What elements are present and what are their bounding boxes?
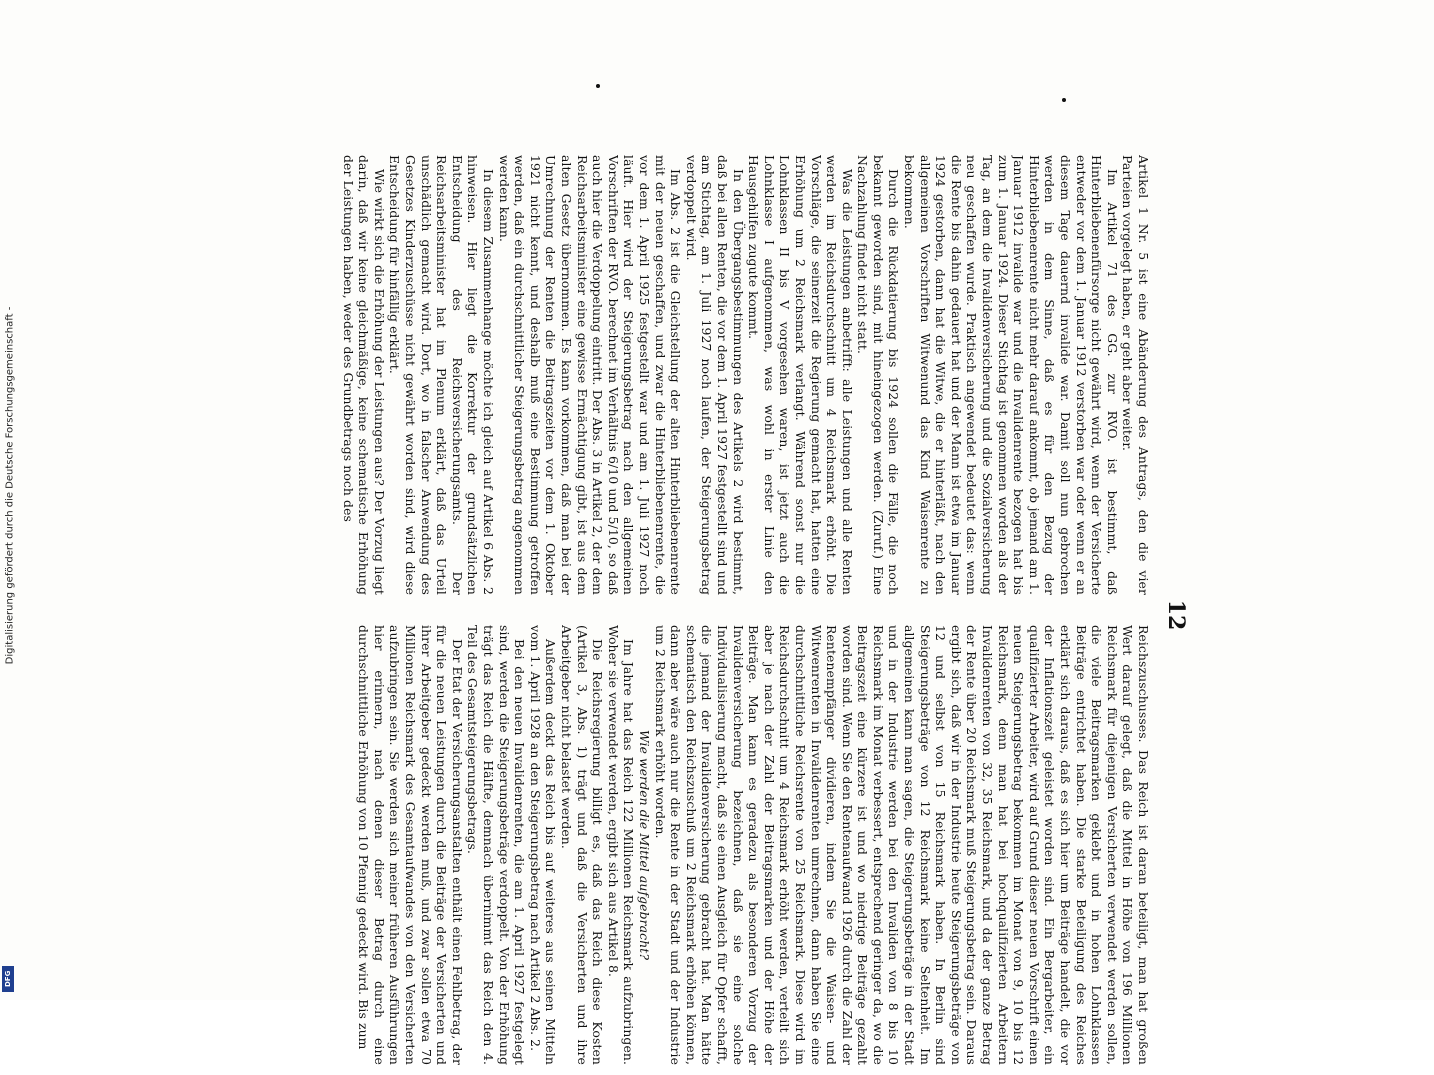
- paragraph: In diesem Zusammenhange möchte ich gleich auf Artikel 6 Abs. 2 hinweisen. Hier liegt die Korrektur der grundsätzlichen Entscheidung des Reichsversicherungsamts. Der Reichsarbeitsminister hat im Plenum erklärt, daß das Urteil unschädlich gemacht wird. Dort, wo in falscher Anwendung des Gesetzes Kinderzuschüsse nicht gewährt worden sind, wird diese Entscheidung für hinfällig erklärt.: [387, 155, 497, 595]
- right-text-column: [61, 625, 1151, 1065]
- paragraph: In den Übergangsbestimmungen des Artikels 2 wird bestimmt, daß bei allen Renten, die vor dem 1. April 1927 festgestellt sind und am Stichtag, am 1. Juli 1927 noch laufen, der Steigerungsbetrag verdoppelt wird.: [683, 155, 746, 595]
- paragraph: Im Artikel 71 des GG. zur RVO. ist bestimmt, daß Hinterbliebenenfürsorge nicht gewährt wird, wenn der Versicherte entweder vor dem 1. Januar 1912 verstorben war oder wenn er an diesem Tage dauernd invalide war. Damit soll nun gebrochen werden in dem Sinne, daß es für den Bezug der Hinterbliebenenrente nicht mehr darauf ankommt, ob jemand am 1. Januar 1912 invalide war und die Invalidenrente bezogen hat bis zum 1. Januar 1924. Dieser Stichtag ist genommen worden als der Tag, an dem die Invalidenversicherung und die Sozialversicherung neu geschaffen wurde. Praktisch angewendet bedeutet das: wenn die Rente bis dahin gedauert hat und der Mann ist etwa im Januar 1924 gestorben, dann hat die Witwe, die er hinterläßt, nach den allgemeinen Vorschriften Witwenund das Kind Waisenrente zu bekommen.: [902, 155, 1120, 595]
- section-question: Wie werden die Mittel aufgebracht?: [637, 729, 652, 961]
- paragraph: Außerdem deckt das Reich bis auf weiteres aus seinen Mitteln vom 1. April 1928 an den Steigerungsbetrag nach Artikel 2 Abs. 2.: [527, 625, 559, 1065]
- paragraph: Durch die Rückdatierung bis 1924 sollen die Fälle, die noch bekannt geworden sind, mit hineingezogen werden. (Zuruf.) Eine Nachzahlung findet nicht statt.: [855, 155, 902, 595]
- paragraph: Was die Leistungen anbetrifft: alle Leistungen und alle Renten werden im Reichsdurchschnitt um 4 Reichsmark erhöht. Die Vorschläge, die seinerzeit die Regierung gemacht hat, hatten eine Erhöhung um 2 Reichsmark verlangt. Während sonst nur die Lohnklassen II bis V vorgesehen waren, ist jetzt auch die Lohnklasse I aufgenommen, was wohl in erster Linie den Hausgehilfen zugute kommt.: [746, 155, 855, 595]
- paragraph: Im Abs. 2 ist die Gleichstellung der alten Hinterbliebenenrente mit der neuen geschaffen, und zwar die Hinterbliebenenrente, die vor dem 1. April 1925 festgestellt war und am 1. Juli 1927 noch läuft. Hier wird der Steigerungsbetrag nach den allgemeinen Vorschriften der RVO. berechnet im Verhältnis 6/10 und 5/10, so daß auch hier die Verdoppelung eintritt. Der Abs. 3 in Artikel 2, der dem Reichsarbeitsminister eine gewisse Ermächtigung gibt, ist aus dem alten Gesetz übernommen. Es kann vorkommen, daß man bei der Umrechnung der Renten die Beitragszeiten vor dem 1. Oktober 1921 nicht kennt, und deshalb muß eine Bestimmung getroffen werden, daß ein durchschnittlicher Steigerungsbetrag angenommen werden kann.: [496, 155, 684, 595]
- print-speck: [1062, 98, 1066, 102]
- left-text-column: [61, 155, 1151, 595]
- print-speck: [596, 84, 600, 88]
- paragraph: Artikel 1 Nr. 5 ist eine Abänderung des Antrags, den die vier Parteien vorgelegt haben, er geht aber weiter.: [1120, 155, 1151, 595]
- paragraph: Der Etat der Versicherungsanstalten enthält einen Fehlbetrag, der für die neuen Leistungen durch die Beiträge der Versicherten und ihrer Arbeitgeber gedeckt werden muß, und zwar sollen etwa 70 Millionen Reichsmark des Gesamtaufwandes von den Versicherten aufzubringen sein. Sie werden sich meiner früheren Ausführungen hier erinnern, nach denen dieser Betrag durch eine durchschnittliche Erhöhung von 10 Pfennig gedeckt wird. Bis zum: [356, 625, 465, 1065]
- digitization-credit: [0, 0, 18, 1000]
- paragraph: Bei den neuen Invalidenrenten, die am 1. April 1927 festgelegt sind, werden die Steigerungsbeträge verdoppelt. Von der Erhöhung trägt das Reich die Hälfte, demnach übernimmt das Reich den 4. Teil des Gesamtsteigerungsbetrags.: [465, 625, 528, 1065]
- paragraph: Wie wirkt sich die Erhöhung der Leistungen aus? Der Vorzug liegt darin, daß wir keine gleichmäßige, keine schematische Erhöhung der Leistungen haben, weder des Grundbetrags noch des: [340, 155, 387, 595]
- credit-text: Digitalisierung gefördert durch die Deutsche Forschungsgemeinschaft -: [4, 306, 16, 665]
- paragraph: Im Jahre hat das Reich 122 Millionen Reichsmark aufzubringen. Woher sie verwendet werden, ergibt sich aus Artikel 8.: [605, 625, 637, 1065]
- paragraph: Reichszuschusses. Das Reich ist daran beteiligt, man hat großen Wert darauf gelegt, daß die Mittel in Höhe von 196 Millionen Reichsmark für diejenigen Versicherten verwendet werden sollen, die viele Beitragsmarken geklebt und in hohen Lohnklassen Beiträge entrichtet haben. Die starke Beteiligung des Reiches erklärt sich daraus, daß es sich hier um Beiträge handelt, die vor der Inflationszeit geleistet worden sind. Ein Bergarbeiter, ein qualifizierter Arbeiter, wird auf Grund dieser neuen Vorschrift einen neuen Steigerungsbetrag bekommen im Monat von 9, 10 bis 12 Reichsmark, denn man hat bei hochqualifizierten Arbeitern Invalidenrenten von 32, 35 Reichsmark, und da der ganze Betrag der Rente über 20 Reichsmark muß Steigerungsbetrag sein. Daraus ergibt sich, daß wir in der Industrie heute Steigerungsbeträge von 12 und selbst von 15 Reichsmark haben. In Berlin sind Steigerungsbeträge von 12 Reichsmark keine Seltenheit. Im allgemeinen kann man sagen, die Steigerungsbeträge in der Stadt und in der Industrie werden bei den Invaliden von 8 bis 10 Reichsmark im Monat verbessert, entsprechend geringer da, wo die Beitragszeit eine kürzere ist und wo niedrige Beiträge gezahlt worden sind. Wenn Sie den Rentenaufwand 1926 durch die Zahl der Rentenempfänger dividieren, indem Sie die Waisen- und Witwenrenten in Invalidenrenten umrechnen, dann haben Sie eine durchschnittliche Reichsrente von 25 Reichsmark. Diese wird im Reichsdurchschnitt um 4 Reichsmark erhöht werden, verteilt sich aber je nach der Zahl der Beitragsmarken und der Höhe der Beiträge. Man kann es geradezu als besonderen Vorzug der Invalidenversicherung bezeichnen, daß sie eine solche Individualisierung macht, daß sie einen Ausgleich für Opfer schafft, die jemand der Invalidenversicherung gebracht hat. Man hätte schematisch den Reichszuschuß um 2 Reichsmark erhöhen können, dann aber wäre auch nur die Rente in der Stadt und der Industrie um 2 Reichsmark erhöht worden.: [652, 625, 1151, 1065]
- paragraph: Die Reichsregierung billigt es, daß das Reich diese Kosten (Artikel 3, Abs. 1) trägt und daß die Versicherten und ihre Arbeitgeber nicht belastet werden.: [559, 625, 606, 1065]
- page-number: 12: [1163, 599, 1189, 631]
- dfg-logo: DFG: [2, 966, 14, 992]
- rotated-page-content: [45, 155, 1195, 1075]
